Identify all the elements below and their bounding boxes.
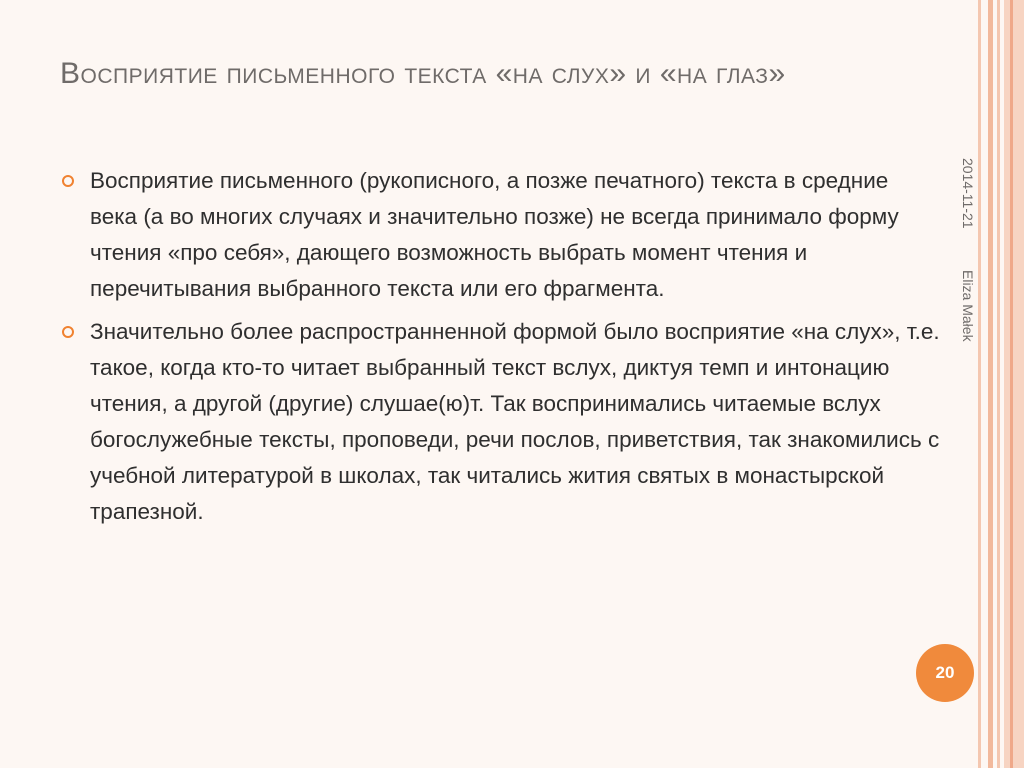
- page-number-badge: 20: [916, 644, 974, 702]
- decorative-stripe: [988, 0, 993, 768]
- bullet-ring-icon: [62, 326, 74, 338]
- bullet-item: [60, 163, 940, 307]
- bullet-text: Значительно более распространненной формой было восприятие «на слух», т.е. такое, когда кто-то читает выбранный текст вслух, диктуя темп и интонацию чтения, а другой (другие) слушае(ю)т. Так воспринимались читаемые вслух богослужебные тексты, проповеди, речи послов, приветствия, так знакомились с учебной литературой в школах, так читались жития святых в монастырской трапезной.: [90, 319, 940, 524]
- bullet-ring-icon: [62, 175, 74, 187]
- decorative-stripe: [978, 0, 981, 768]
- bullet-text: Восприятие письменного (рукописного, а позже печатного) текста в средние века (а во многих случаях и значительно позже) не всегда принимало форму чтения «про себя», дающего возможность выбрать момент чтения и перечитывания выбранного текста или его фрагмента.: [90, 168, 899, 301]
- decorative-stripe: [1004, 0, 1024, 768]
- bullet-item: [60, 314, 940, 530]
- decorative-stripe: [997, 0, 1000, 768]
- slide-date: 2014-11-21: [960, 158, 976, 229]
- slide-title: Восприятие письменного текста «на слух» и «на глаз»: [60, 57, 786, 90]
- bullet-list: [60, 163, 940, 537]
- decorative-stripe: [1010, 0, 1013, 768]
- slide-author: Eliza Małek: [960, 270, 976, 342]
